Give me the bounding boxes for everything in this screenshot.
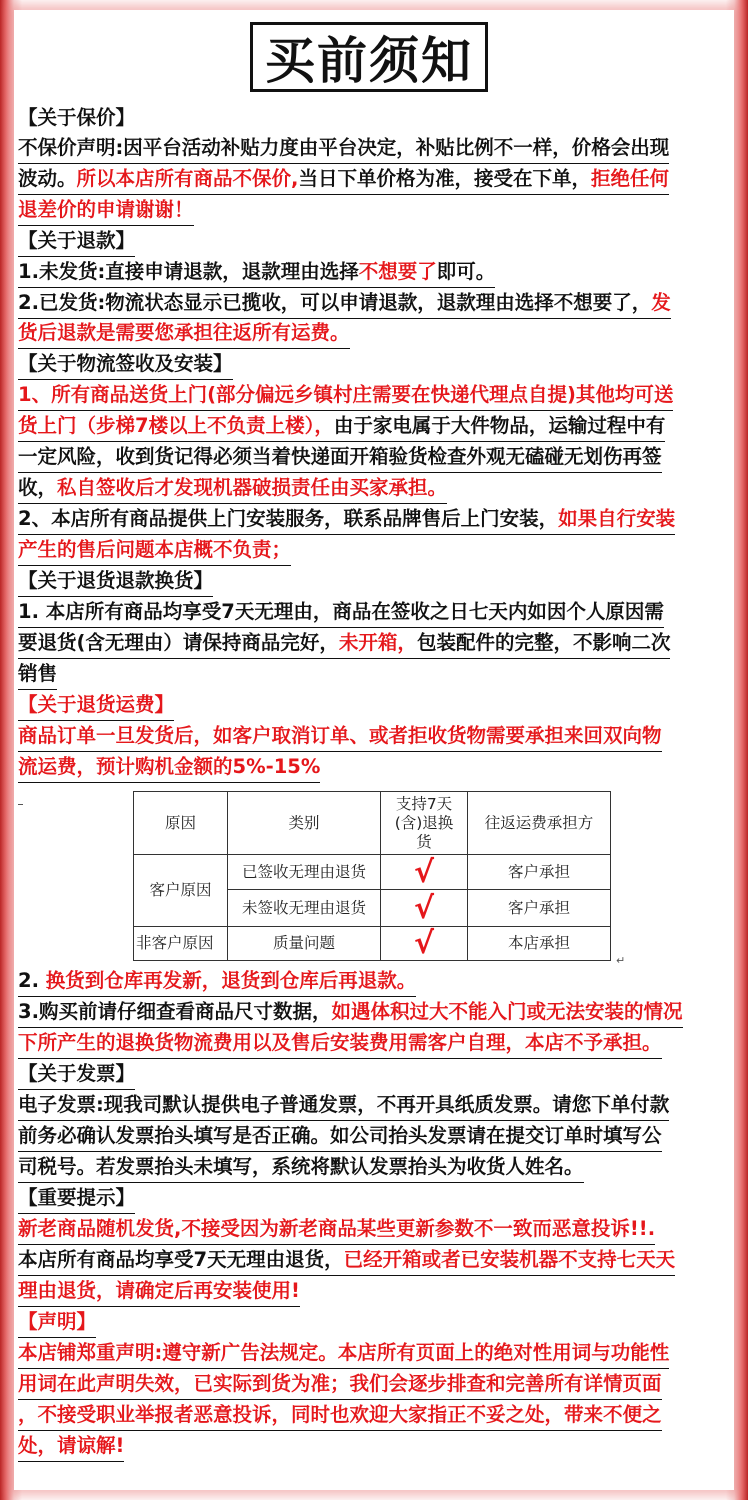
- notice-line-segment: 要退货(含无理由）请保持商品完好，: [18, 631, 339, 654]
- notice-line-segment: 处，请谅解!: [18, 1434, 125, 1457]
- notice-line: [18, 103, 135, 133]
- notice-line: [18, 411, 665, 442]
- notice-line-segment: 本店铺郑重声明:遵守新广告法规定。本店所有页面上的绝对性用词与功能性: [18, 1341, 670, 1364]
- notice-line: [18, 1431, 124, 1462]
- notice-line-segment: 商品订单一旦发货后，如客户取消订单、或者拒收货物需要承担来回双向物: [18, 724, 662, 747]
- notice-line-segment: 由于家电属于大件物品，运输过程中有: [333, 414, 666, 437]
- notice-line: [18, 257, 495, 288]
- notice-line: [18, 1245, 675, 1276]
- notice-line: [18, 997, 683, 1028]
- notice-line-segment: 销售: [18, 662, 58, 685]
- notice-line: [18, 628, 670, 659]
- notice-line-segment: 前务必确认发票抬头填写是否正确。如公司抬头发票请在提交订单时填写公: [18, 1124, 662, 1147]
- notice-line: [18, 349, 233, 380]
- notice-line: [18, 473, 447, 504]
- notice-line: [18, 535, 291, 566]
- notice-line-segment: 不想要了: [358, 260, 437, 283]
- row3-category: 质量问题: [272, 934, 335, 952]
- notice-line: [18, 318, 350, 349]
- notice-line-segment: 流运费，预计购机金额的5%-15%: [18, 755, 321, 778]
- row1-payer: 客户承担: [507, 862, 570, 881]
- notice-line-segment: 1.未发货:直接申请退款，退款理由选择: [18, 260, 359, 283]
- notice-line: [18, 133, 669, 164]
- notice-line-segment: 3.购买前请仔细查看商品尺寸数据，: [18, 1000, 332, 1023]
- header-reason: 原因: [164, 813, 196, 832]
- notice-line-segment: 产生的售后问题本店概不负责；: [18, 538, 292, 561]
- notice-line-segment: 电子发票:现我司默认提供电子普通发票，不再开具纸质发票。请您下单付款: [18, 1093, 670, 1116]
- notice-line-segment: 如果自行安装: [558, 507, 676, 530]
- row1-check-icon: √: [413, 854, 434, 890]
- notice-line: [18, 1307, 96, 1338]
- notice-line-segment: 【关于物流签收及安装】: [18, 352, 233, 375]
- notice-line: [18, 1028, 662, 1059]
- notice-line-segment: 理由退货，请确定后再安装使用!: [18, 1279, 300, 1302]
- notice-line-segment: 【重要提示】: [18, 1186, 136, 1209]
- notice-line-segment: 货上门（步梯7楼以上不负责上楼），: [18, 414, 334, 437]
- row3-payer: 本店承担: [507, 934, 570, 952]
- notice-line: [18, 1090, 669, 1121]
- notice-line: [18, 597, 664, 628]
- notice-line: [18, 1400, 662, 1431]
- notice-line: [18, 1121, 662, 1152]
- row2-check-icon: √: [413, 890, 434, 926]
- notice-line: [18, 288, 671, 319]
- notice-line-segment: 司税号。若发票抬头未填写，系统将默认发票抬头为收货人姓名。: [18, 1155, 584, 1178]
- notice-line: [18, 1059, 135, 1090]
- notice-line: [18, 226, 135, 257]
- notice-line: [18, 1338, 669, 1369]
- notice-line: [18, 1214, 655, 1245]
- notice-line-segment: 【关于退货运费】: [18, 693, 175, 716]
- header-return-support: 支持7天(含)退换货: [394, 794, 454, 851]
- notice-line: [18, 1183, 135, 1214]
- page-title: 买前须知: [265, 32, 473, 90]
- notice-line-segment: 收，: [18, 476, 58, 499]
- notice-line: [18, 504, 675, 535]
- notice-line-segment: 退差价的申请谢谢！: [18, 198, 194, 221]
- notice-line-segment: 包装配件的完整，不影响二次: [416, 631, 671, 654]
- notice-line-segment: 未开箱，: [338, 631, 417, 654]
- notice-line-segment: 新老商品随机发货,不接受因为新老商品某些更新参数不一致而恶意投诉!!.: [18, 1217, 656, 1240]
- notice-line-segment: 拒绝任何: [590, 167, 669, 190]
- notice-line: [18, 721, 662, 752]
- notice-line-segment: 本店所有商品均享受7天无理由退货，: [18, 1248, 344, 1271]
- stray-mark: [18, 804, 23, 805]
- notice-line: [18, 1152, 584, 1183]
- header-cost-payer: 往返运费承担方: [484, 813, 594, 832]
- notice-line-segment: 货后退款是需要您承担往返所有运费。: [18, 321, 350, 344]
- reason-customer: 客户原因: [149, 881, 212, 899]
- notice-line-segment: 2.: [18, 969, 46, 992]
- notice-line-segment: 2、本店所有商品提供上门安装服务，联系品牌售后上门安装，: [18, 507, 559, 530]
- notice-line: [18, 752, 320, 783]
- notice-line-segment: 波动。: [18, 167, 77, 190]
- notice-line-segment: 所以本店所有商品不保价,: [76, 167, 299, 190]
- notice-line: [18, 195, 194, 226]
- notice-line-segment: 当日下单价格为准，接受在下单，: [298, 167, 591, 190]
- shipping-cost-table: [133, 791, 611, 961]
- notice-line: [18, 659, 57, 690]
- notice-line: [18, 164, 669, 195]
- notice-line-segment: 1. 本店所有商品均享受7天无理由，商品在签收之日七天内如因个人原因需: [18, 600, 664, 623]
- notice-line-segment: 即可。: [436, 260, 496, 283]
- notice-line: [18, 690, 174, 721]
- row2-payer: 客户承担: [507, 898, 570, 917]
- notice-line: [18, 380, 673, 411]
- notice-line-segment: 【关于退款】: [18, 229, 136, 252]
- notice-line-segment: 下所产生的退换货物流费用以及售后安装费用需客户自理，本店不予承担。: [18, 1031, 662, 1054]
- notice-line: [18, 1276, 300, 1307]
- row1-category: 已签收无理由退货: [241, 862, 366, 881]
- notice-line: [18, 442, 662, 473]
- notice-line-segment: 2.已发货:物流状态显示已揽收，可以申请退款，退款理由选择不想要了，: [18, 291, 652, 314]
- reason-non-customer: 非客户原因: [136, 934, 214, 952]
- notice-line: [18, 966, 416, 997]
- notice-line-segment: 已经开箱或者已安装机器不支持七天天: [343, 1248, 676, 1271]
- row2-category: 未签收无理由退货: [241, 898, 366, 917]
- notice-line-segment: 用词在此声明失效，已实际到货为准；我们会逐步排查和完善所有详情页面: [18, 1372, 662, 1395]
- notice-line-segment: 【关于保价】: [18, 106, 136, 129]
- notice-line-segment: 一定风险，收到货记得必须当着快递面开箱验货检查外观无磕碰无划伤再签: [18, 445, 662, 468]
- title-box: [250, 22, 488, 92]
- notice-line-segment: 换货到仓库再发新，退货到仓库后再退款。: [45, 969, 417, 992]
- notice-line-segment: 发: [651, 291, 671, 314]
- row3-check-icon: √: [413, 926, 434, 961]
- notice-line-segment: 私自签收后才发现机器破损责任由买家承担。: [57, 476, 448, 499]
- notice-line-segment: 【声明】: [18, 1310, 97, 1333]
- notice-line-segment: 1、所有商品送货上门(部分偏远乡镇村庄需要在快递代理点自提)其他均可送: [18, 383, 674, 406]
- notice-line-segment: 不保价声明:因平台活动补贴力度由平台决定，补贴比例不一样，价格会出现: [18, 136, 670, 159]
- notice-line-segment: 【关于发票】: [18, 1062, 136, 1085]
- header-category: 类别: [288, 813, 320, 832]
- notice-line-segment: ，不接受职业举报者恶意投诉，同时也欢迎大家指正不妥之处，带来不便之: [18, 1403, 662, 1426]
- notice-line-segment: 如遇体积过大不能入门或无法安装的情况: [331, 1000, 683, 1023]
- notice-line-segment: 【关于退货退款换货】: [18, 569, 214, 592]
- paragraph-mark-icon: ↵: [616, 954, 626, 967]
- notice-line: [18, 1369, 662, 1400]
- notice-line: [18, 566, 213, 597]
